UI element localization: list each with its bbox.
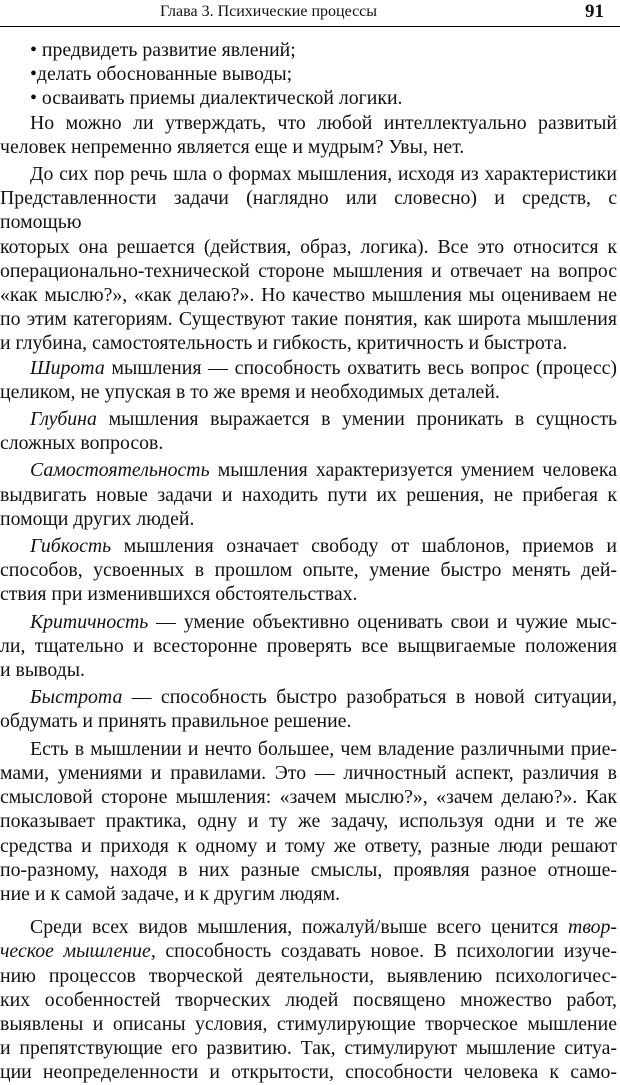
body-text [0, 38, 617, 1085]
page-header [0, 0, 620, 27]
term-italic: твор- [568, 916, 618, 939]
paragraph-line: Гибкость мышления означает свободу от шаблонов, приемов и [30, 535, 618, 558]
paragraph-line: ческое мышление, способность создавать новое. В психологии изуче- [0, 940, 617, 963]
paragraph-line: которых она решается (действия, образ, логика). Все это относится к [0, 235, 617, 258]
paragraph-line: человек непременно является еще и мудрым? Увы, нет. [0, 135, 465, 158]
paragraph-line: операционально-технической стороне мышления и отвечает на вопрос [0, 259, 617, 282]
paragraph-line: целиком, не упуская в то же время и необходимых деталей. [0, 380, 500, 403]
running-title: Глава 3. Психические процессы [160, 3, 378, 20]
term-italic: Быстрота [30, 686, 123, 709]
paragraph-line: ции неопределенности и открытости, способности человека к само- [0, 1061, 617, 1084]
paragraph-line: мами, умениями и правилами. Это — личностный аспект, различия в [0, 761, 617, 784]
paragraph-line: Быстрота — способность быстро разобраться в новой ситуации, [30, 686, 617, 709]
paragraph-line: сложных вопросов. [0, 432, 164, 455]
term-italic: ческое мышление, [0, 940, 156, 963]
bullet-item: •делать обоснованные выводы; [30, 63, 293, 86]
paragraph-line: по этим категориям. Существуют такие понятия, как широта мышления [0, 308, 617, 331]
paragraph-line: «как мыслю?», «как делаю?». Но качество мышления мы оцениваем не [0, 284, 617, 307]
paragraph-line: Но можно ли утверждать, что любой интеллектуально развитый [30, 111, 617, 134]
paragraph-line: способов, усвоенных в прошлом опыте, умение быстро менять дей- [0, 559, 617, 582]
paragraph-line: До сих пор речь шла о формах мышления, исходя из характеристики [30, 163, 617, 186]
term-italic: Гибкость [30, 535, 112, 558]
paragraph-line: Глубина мышления выражается в умении проникать в сущность [30, 408, 617, 431]
page-number: 91 [585, 1, 604, 22]
paragraph-line: ких особенностей творческих людей посвящено множество работ, [0, 988, 617, 1011]
paragraph-line: Представленности задачи (наглядно или словесно) и средств, с помощью [0, 187, 617, 234]
term-italic: Глубина [30, 408, 97, 431]
paragraph-line: Есть в мышлении и нечто большее, чем владение различными прие- [30, 737, 617, 760]
paragraph-line: и препятствующие его развитию. Так, стимулируют мышление ситуа- [0, 1037, 617, 1060]
term-italic: Самостоятельность [30, 459, 210, 482]
paragraph-line: обдумать и принять правильное решение. [0, 710, 352, 733]
paragraph-line: ли, тщательно и всесторонне проверять все выщвигаемые положения [0, 634, 617, 657]
term-italic: Критичность [30, 610, 149, 633]
bullet-item: • предвидеть развитие явлений; [30, 39, 296, 61]
paragraph-line: показывает практика, одну и ту же задачу, используя одни и те же [0, 810, 617, 833]
paragraph-line: по-разному, находя в них разные смыслы, проявляя разное отноше- [0, 858, 617, 881]
paragraph-line: Самостоятельность мышления характеризуется умением человека [30, 459, 617, 482]
paragraph-line: Широта мышления — способность охватить весь вопрос (процесс) [30, 356, 617, 379]
term-italic: Широта [30, 356, 105, 379]
paragraph-line: средства и приходя к одному и тому же ответу, разные люди решают [0, 834, 617, 857]
paragraph-line: помощи других людей. [0, 507, 195, 530]
paragraph-line: ствия при изменившихся обстоятельствах. [0, 583, 358, 606]
bullet-item: • осваивать приемы диалектической логики. [30, 87, 403, 110]
paragraph-line: нию процессов творческой деятельности, выявлению психологичес- [0, 964, 617, 987]
paragraph-line: Критичность — умение объективно оценивать свои и чужие мыс- [30, 610, 617, 633]
paragraph-line: смысловой стороне мышления: «зачем мыслю?», «зачем делаю?». Как [0, 786, 617, 809]
paragraph-line: Среди всех видов мышления, пожалуй/выше всего ценится твор- [30, 916, 618, 939]
paragraph-line: выдвигать новые задачи и находить пути их решения, не прибегая к [0, 483, 617, 506]
paragraph-line: ние и к самой задаче, и к другим людям. [0, 882, 341, 905]
paragraph-line: и выводы. [0, 659, 85, 682]
paragraph-line: выявлены и описаны условия, стимулирующие творческое мышление [0, 1012, 617, 1035]
paragraph-line: и глубина, самостоятельность и гибкость, критичность и быстрота. [0, 332, 568, 355]
